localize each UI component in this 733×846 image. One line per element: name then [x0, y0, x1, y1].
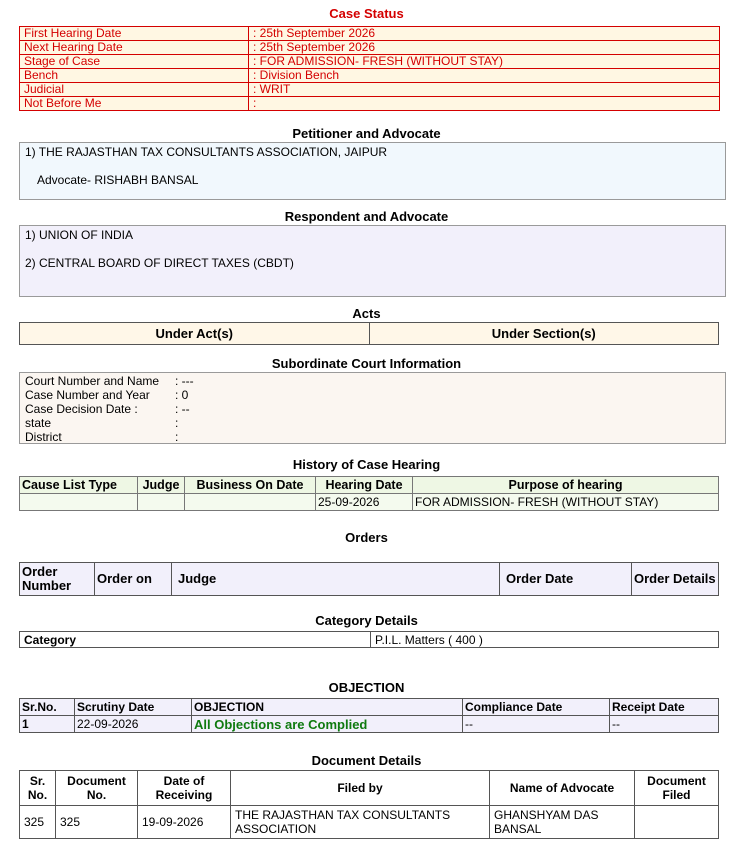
- petitioner-name: 1) THE RAJASTHAN TAX CONSULTANTS ASSOCIATION, JAIPUR: [25, 145, 388, 159]
- table-row: [20, 69, 720, 83]
- table-row: [20, 716, 719, 733]
- documents-cell: 19-09-2026: [138, 806, 231, 839]
- list-item: [25, 388, 720, 402]
- orders-title: Orders: [345, 530, 388, 545]
- documents-cell: THE RAJASTHAN TAX CONSULTANTS ASSOCIATION: [231, 806, 490, 839]
- petitioner-box: [19, 142, 726, 200]
- table-row: [20, 806, 719, 839]
- objection-header: Compliance Date: [463, 699, 610, 716]
- documents-cell: [635, 806, 719, 839]
- orders-header: Order Details: [632, 563, 719, 596]
- sub-value: :: [175, 430, 179, 444]
- documents-header: Date of Receiving: [138, 771, 231, 806]
- status-value: :: [249, 97, 720, 111]
- acts-title: Acts: [352, 306, 381, 321]
- list-item: [25, 374, 720, 388]
- objection-table: [19, 698, 719, 733]
- acts-table: [19, 322, 719, 345]
- sub-value: : ---: [175, 374, 194, 388]
- respondent-title: Respondent and Advocate: [284, 209, 449, 224]
- acts-header: Under Section(s): [369, 323, 719, 345]
- list-item: [25, 402, 720, 416]
- documents-cell: 325: [56, 806, 138, 839]
- table-row: [20, 494, 719, 511]
- sub-label: District: [25, 430, 62, 444]
- case-status-title: Case Status: [329, 6, 404, 21]
- objection-header: Sr.No.: [20, 699, 75, 716]
- status-label: Next Hearing Date: [20, 41, 249, 55]
- status-label: Bench: [20, 69, 249, 83]
- history-table: [19, 476, 719, 511]
- respondent-item: 1) UNION OF INDIA: [25, 228, 134, 242]
- table-row: [20, 41, 720, 55]
- history-cell: [138, 494, 185, 511]
- documents-title: Document Details: [311, 753, 422, 768]
- status-label: Stage of Case: [20, 55, 249, 69]
- documents-header: Sr. No.: [20, 771, 56, 806]
- orders-header: Judge: [172, 563, 500, 596]
- objection-cell: 1: [20, 716, 75, 733]
- sub-label: state: [25, 416, 52, 430]
- history-header: Cause List Type: [20, 477, 138, 494]
- history-title: History of Case Hearing: [292, 457, 441, 472]
- sub-label: Case Number and Year: [25, 388, 150, 402]
- respondent-box: [19, 225, 726, 297]
- status-value: : 25th September 2026: [249, 27, 720, 41]
- history-cell: [185, 494, 316, 511]
- history-cell: 25-09-2026: [316, 494, 413, 511]
- objection-header: OBJECTION: [192, 699, 463, 716]
- category-value: P.I.L. Matters ( 400 ): [371, 632, 719, 648]
- status-label: Judicial: [20, 83, 249, 97]
- sub-value: : --: [175, 402, 190, 416]
- table-row: [20, 632, 719, 648]
- subordinate-title: Subordinate Court Information: [271, 356, 462, 371]
- table-row: [20, 55, 720, 69]
- documents-cell: 325: [20, 806, 56, 839]
- sub-value: : 0: [175, 388, 189, 402]
- history-cell: FOR ADMISSION- FRESH (WITHOUT STAY): [413, 494, 719, 511]
- history-header: Business On Date: [185, 477, 316, 494]
- history-header: Judge: [138, 477, 185, 494]
- documents-header: Name of Advocate: [490, 771, 635, 806]
- category-table: [19, 631, 719, 648]
- objection-title: OBJECTION: [328, 680, 405, 695]
- status-label: Not Before Me: [20, 97, 249, 111]
- subordinate-box: [19, 372, 726, 444]
- list-item: [25, 430, 720, 444]
- documents-header: Document Filed: [635, 771, 719, 806]
- petitioner-title: Petitioner and Advocate: [292, 126, 441, 141]
- documents-header: Filed by: [231, 771, 490, 806]
- status-value: : FOR ADMISSION- FRESH (WITHOUT STAY): [249, 55, 720, 69]
- category-label: Category: [20, 632, 371, 648]
- table-row: [20, 97, 720, 111]
- case-status-table: [19, 26, 720, 111]
- status-label: First Hearing Date: [20, 27, 249, 41]
- acts-header: Under Act(s): [20, 323, 370, 345]
- sub-label: Case Decision Date :: [25, 402, 138, 416]
- status-value: : WRIT: [249, 83, 720, 97]
- petitioner-advocate: Advocate- RISHABH BANSAL: [37, 173, 199, 187]
- list-item: [25, 416, 720, 430]
- sub-label: Court Number and Name: [25, 374, 160, 388]
- documents-header: Document No.: [56, 771, 138, 806]
- objection-cell: --: [463, 716, 610, 733]
- orders-header: Order on: [95, 563, 172, 596]
- history-cell: [20, 494, 138, 511]
- table-row: [20, 27, 720, 41]
- objection-cell: --: [610, 716, 719, 733]
- table-row: [20, 83, 720, 97]
- documents-table: [19, 770, 719, 839]
- respondent-item: 2) CENTRAL BOARD OF DIRECT TAXES (CBDT): [25, 256, 294, 270]
- objection-status: All Objections are Complied: [192, 716, 463, 733]
- objection-header: Scrutiny Date: [75, 699, 192, 716]
- orders-header: Order Number: [20, 563, 95, 596]
- sub-value: :: [175, 416, 179, 430]
- status-value: : 25th September 2026: [249, 41, 720, 55]
- category-title: Category Details: [315, 613, 418, 628]
- objection-header: Receipt Date: [610, 699, 719, 716]
- history-header: Hearing Date: [316, 477, 413, 494]
- documents-cell: GHANSHYAM DAS BANSAL: [490, 806, 635, 839]
- history-header: Purpose of hearing: [413, 477, 719, 494]
- orders-table: [19, 562, 719, 596]
- status-value: : Division Bench: [249, 69, 720, 83]
- orders-header: Order Date: [500, 563, 632, 596]
- objection-cell: 22-09-2026: [75, 716, 192, 733]
